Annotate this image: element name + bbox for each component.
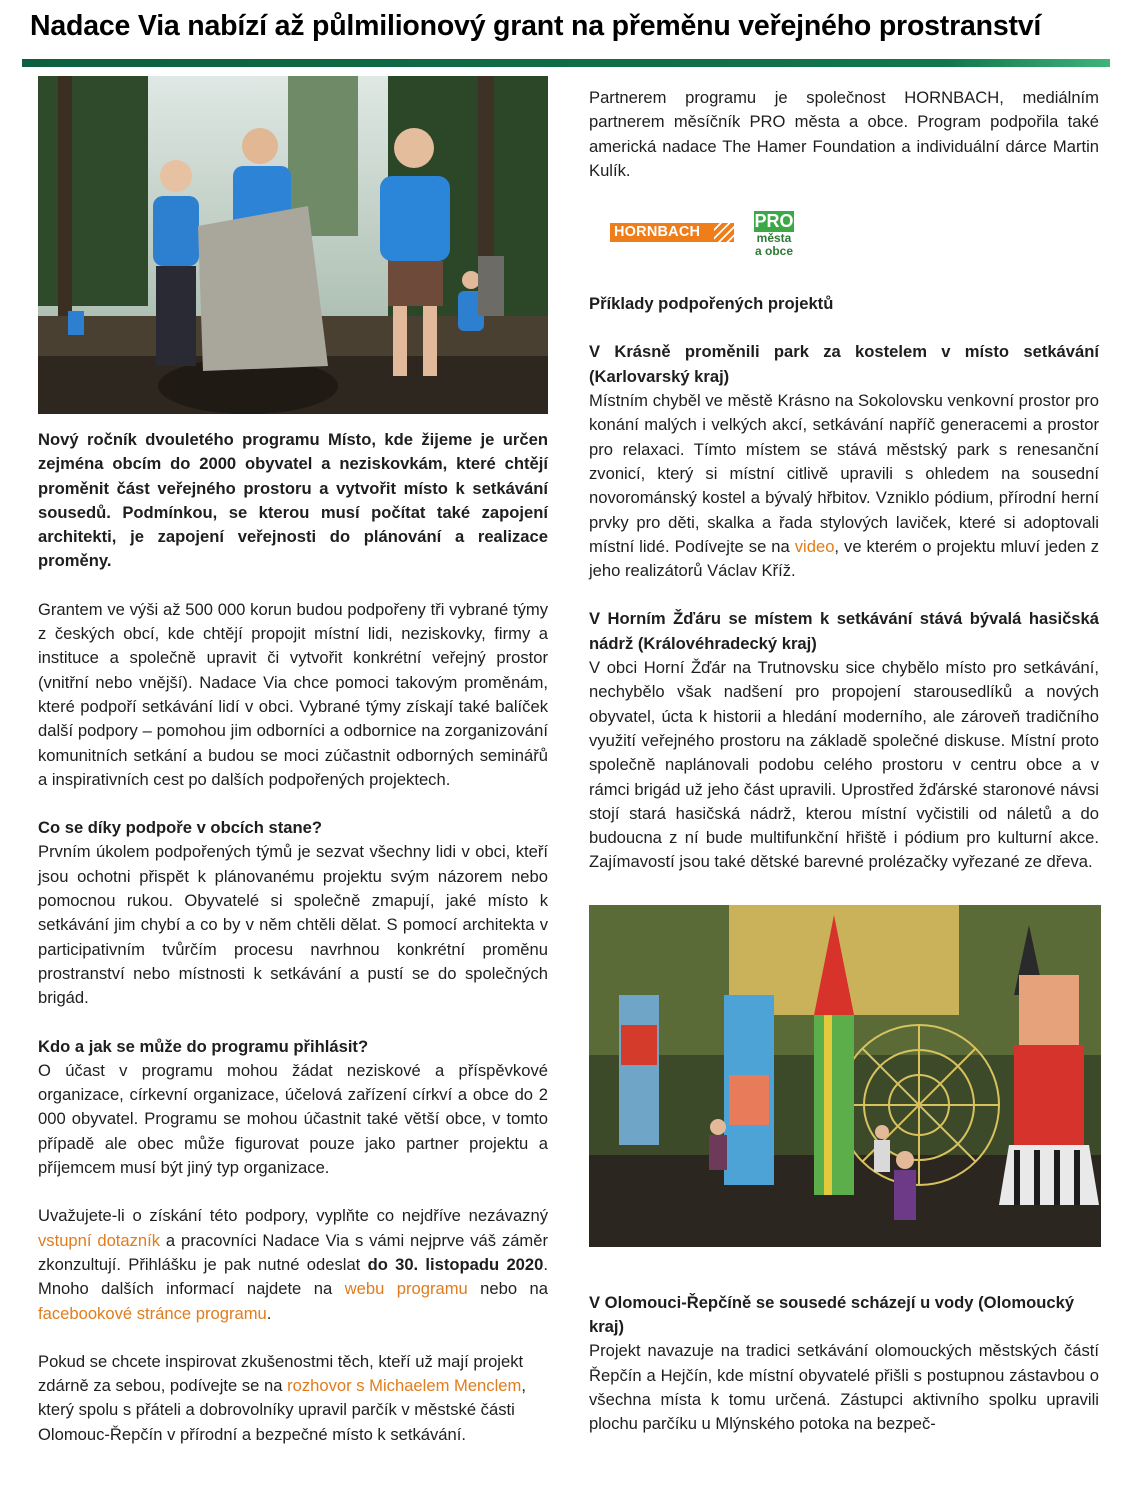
program-web-link[interactable]: webu programu [344, 1279, 468, 1299]
right-column [589, 86, 1099, 1437]
examples-heading: Příklady podpořených projektů [589, 294, 834, 314]
example-krasno-heading: V Krásně proměnili park za kostelem v místo setkávání (Karlovarský kraj) [589, 342, 1099, 386]
questionnaire-link[interactable]: vstupní dotazník [38, 1230, 161, 1250]
partner-logos [610, 211, 1099, 271]
lead-paragraph: Nový ročník dvouletého programu Místo, kde žijeme je určen zejména obcím do 2000 obyvatel a neziskovkám, které chtějí proměnit část veřejného prostoru a vytvořit místo k setkávání sousedů. Podmínkou, se kterou musí počítat také zapojení architekti, je zapojení veřejnosti do plánování a realizace proměny. [38, 430, 548, 571]
example-olomouc-paragraph: Projekt navazuje na tradici setkávání olomouckých městských částí Řepčín a Hejčín, kde místní obyvatelé přišli s postupnou zástavbou o všechna místa k tomu určená. Zástupci aktivního spolku upravili plochu parčíku u Mlýnského potoka na bezpeč- [589, 1341, 1099, 1434]
hornbach-logo: HORNBACH [610, 223, 734, 242]
who-can-apply-paragraph: O účast v programu mohou žádat neziskové a příspěvkové organizace, církevní organizace, účelová zařízení církví a obce do 2 000 obyvatel. Programu se mohou účastnit také větší obce, v tomto případě ale obec může figurovat pouze jako partner projektu a příjemcem musí být jiný typ organizace. [38, 1060, 548, 1178]
volunteers-photo [38, 76, 548, 414]
inspiration-paragraph: Pokud se chcete inspirovat zkušenostmi těch, kteří už mají projekt zdárně za sebou, podívejte se na rozhovor s Michaelem Menclem, který spolu s přáteli a dobrovolníky upravil parčík v městské části Olomouc-Řepčín v přírodní a bezpečné místo k setkávání. [38, 1351, 526, 1444]
page-title: Nadace Via nabízí až půlmilionový grant na přeměnu veřejného prostranství [30, 10, 1042, 42]
example-horni-zdar-paragraph: V obci Horní Žďár na Trutnovsku sice chybělo místo pro setkávání, nechybělo však nadšení pro propojení starousedlíků a nových obyvatel, úcta k historii a hledání moderního, ale zároveň tradičního využití veřejného prostoru na základě společné diskuse. Místní proto společně naplánovali podobu celého prostoru v centru obce a v rámci brigád už jeho část upravili. Uprostřed žďárské staronové návsi stojí stará hasičská nádrž, kterou místní vyčistili od náletů a do budoucna z ní bude multifunkční hřiště i pódium pro kulturní akce. Zajímavostí jsou také dětské barevné prolézačky vyřezané ze dřeva. [589, 658, 1099, 872]
what-happens-paragraph: Prvním úkolem podpořených týmů je sezvat všechny lidi v obci, kteří jsou ochotni přispět k plánovanému projektu svým názorem nebo pomocnou rukou. Obyvatelé si společně zmapují, jaké místo k setkávání jim chybí a co by v něm chtěli dělat. S pomocí architekta v participativním tvůrčím procesu navrhnou konkrétní proměnu prostranství nebo místnosti k setkávání a pustí se do společných brigád. [38, 842, 548, 1008]
example-krasno-paragraph: Místním chyběl ve městě Krásno na Sokolovsku venkovní prostor pro konání malých i velkých akcí, setkávání napříč generacemi a prostor pro relaxaci. Tímto místem se stává městský park s renesanční zvonicí, který si místní citlivě upravili s ohledem na sousední novorománský kostel a bývalý hřbitov. Vzniklo pódium, přírodní herní prvky pro děti, skalka a řada stylových laviček, které si adoptovali místní lidé. Podívejte se na video, ve kterém o projektu mluví jeden z jeho realizátorů Václav Kříž. [589, 391, 1100, 581]
grant-paragraph: Grantem ve výši až 500 000 korun budou podpořeny tři vybrané týmy z českých obcí, kde chtějí propojit místní lidi, neziskovky, firmy a instituce a společně upravit či vytvořit konkrétní veřejný prostor (vnitřní nebo vnější). Nadace Via chce pomoci takovým proměnám, které podpoří setkávání lidí v obci. Vybrané týmy získají také balíček další podpory – pomohou jim odborníci a odbornice na zorganizování komunitních setkání a budou se moci zúčastnit odborných seminářů a inspirativních cest po dalších podpořených projektech. [38, 599, 548, 789]
example-horni-zdar-heading: V Horním Žďáru se místem k setkávání stává bývalá hasičská nádrž (Královéhradecký kraj) [589, 609, 1099, 653]
section-heading-who-can-apply: Kdo a jak se může do programu přihlásit? [38, 1036, 369, 1056]
apply-paragraph: Uvažujete-li o získání této podpory, vyplňte co nejdříve nezávazný vstupní dotazník a pracovníci Nadace Via s vámi nejprve váš záměr zkonzultují. Přihlášku je pak nutné odeslat do 30. listopadu 2020. Mnoho dalších informací najdete na webu programu nebo na facebookové stránce programu. [38, 1206, 548, 1323]
example-olomouc-heading: V Olomouci-Řepčíně se sousedé scházejí u vody (Olomoucký kraj) [589, 1292, 1075, 1337]
deadline-text: do 30. listopadu 2020 [367, 1254, 544, 1274]
section-heading-what-happens: Co se díky podpoře v obcích stane? [38, 818, 322, 838]
title-divider [22, 59, 1110, 67]
video-link[interactable]: video [794, 536, 835, 556]
pro-mesta-a-obce-logo: PRO města a obce [754, 211, 794, 259]
interview-link[interactable]: rozhovor s Michaelem Menclem [287, 1376, 522, 1396]
partners-paragraph: Partnerem programu je společnost HORNBACH, mediálním partnerem měsíčník PRO města a obce. Program podpořila také americká nadace The Hamer Foundation a individuální dárce Martin Kulík. [589, 88, 1099, 180]
left-column [38, 76, 548, 1447]
playground-photo [589, 905, 1101, 1247]
facebook-page-link[interactable]: facebookové stránce programu [38, 1303, 267, 1323]
